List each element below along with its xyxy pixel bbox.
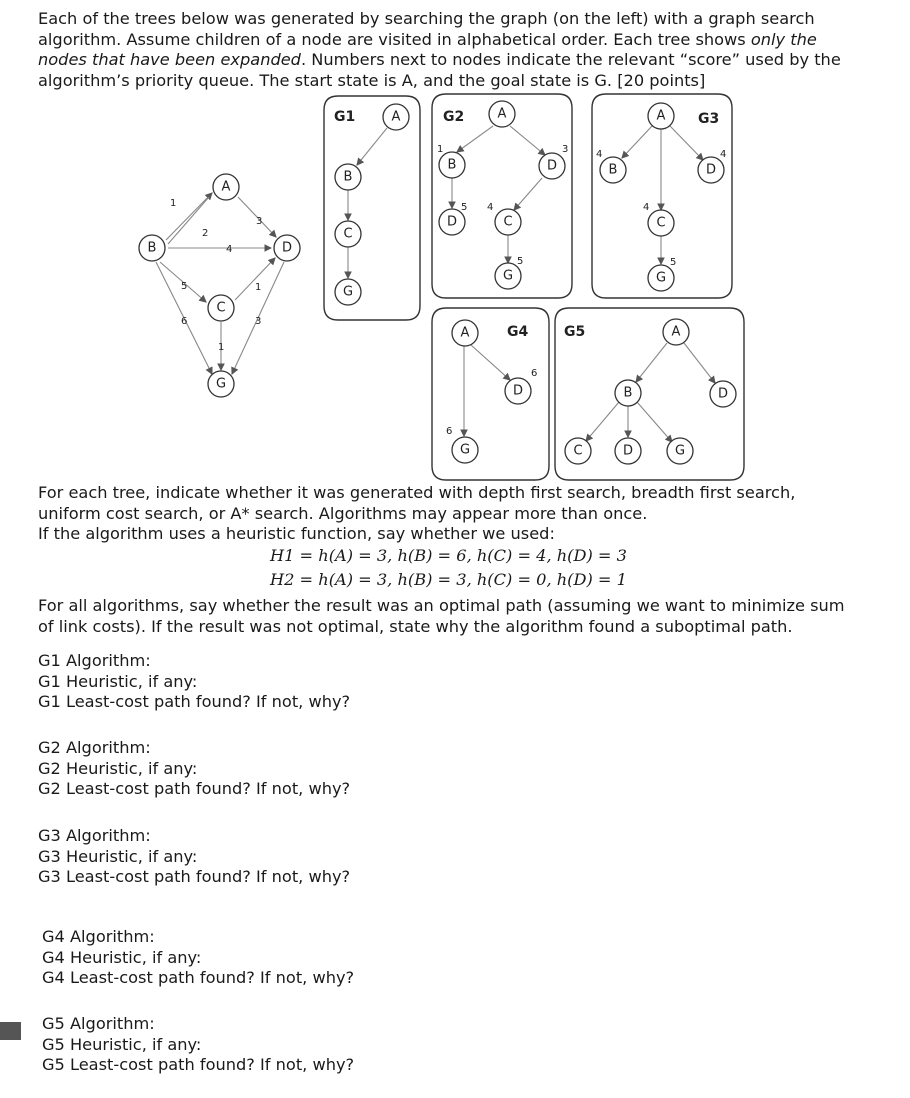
tree-edge xyxy=(636,343,667,382)
instructions-part1: For each tree, indicate whether it was generated with depth first search, breadth first search, uniform cost search, or A xyxy=(38,483,796,523)
tree-g5-title: G5 xyxy=(564,324,586,340)
svg-text:C: C xyxy=(503,214,513,230)
tree-score: 6 xyxy=(446,426,453,437)
g3-path-label: G3 Least-cost path found? If not, why? xyxy=(38,867,351,886)
svg-text:B: B xyxy=(447,157,457,173)
tree-node xyxy=(648,103,674,129)
tree-node xyxy=(335,164,361,190)
tree-g1-title: G1 xyxy=(334,109,356,125)
g3-algorithm-label: G3 Algorithm: xyxy=(38,826,151,845)
tree-node xyxy=(648,265,674,291)
tree-node xyxy=(489,101,515,127)
tree-node xyxy=(698,157,724,183)
svg-text:G: G xyxy=(674,443,686,459)
graph-node-a xyxy=(213,174,239,200)
tree-g1 xyxy=(324,96,420,320)
tree-score: 6 xyxy=(531,368,538,379)
graph-edge-label: 2 xyxy=(202,228,209,239)
tree-score: 5 xyxy=(670,257,677,268)
graph-edge-label: 1 xyxy=(218,342,225,353)
graph-node-b xyxy=(139,235,165,261)
svg-text:B: B xyxy=(623,385,633,401)
search-graph xyxy=(139,174,300,397)
tree-g4 xyxy=(432,308,549,480)
graph-edge-label: 3 xyxy=(256,216,263,227)
g4-heuristic-label: G4 Heuristic, if any: xyxy=(42,947,202,967)
tree-g4-title: G4 xyxy=(507,324,529,340)
g4-path-label: G4 Least-cost path found? If not, why? xyxy=(42,968,355,987)
question-block-g4 xyxy=(42,927,354,989)
tree-node xyxy=(600,157,626,183)
search-figure xyxy=(0,0,910,490)
svg-text:B: B xyxy=(343,169,353,185)
tree-score: 4 xyxy=(720,149,727,160)
svg-text:G: G xyxy=(655,270,667,286)
tree-edge xyxy=(670,126,703,160)
svg-text:A: A xyxy=(221,179,231,195)
tree-score: 5 xyxy=(461,202,468,213)
g4-algorithm-label: G4 Algorithm: xyxy=(42,927,155,946)
graph-edge-label: 1 xyxy=(170,198,177,209)
question-block-g3 xyxy=(38,826,350,888)
tree-node xyxy=(495,263,521,289)
svg-text:D: D xyxy=(546,158,558,174)
svg-text:A: A xyxy=(656,108,666,124)
graph-edge-label: 6 xyxy=(181,316,188,327)
a-star-marker: * xyxy=(241,503,250,523)
svg-text:A: A xyxy=(391,109,401,125)
tree-g5 xyxy=(555,308,744,480)
svg-text:D: D xyxy=(512,383,524,399)
question-block-g5 xyxy=(42,1014,354,1076)
graph-edge-label: 3 xyxy=(255,316,262,327)
graph-edge-label: 4 xyxy=(226,244,233,255)
question-block-g1 xyxy=(38,651,350,713)
svg-text:A: A xyxy=(497,106,507,122)
graph-edge-label: 1 xyxy=(255,282,262,293)
svg-text:D: D xyxy=(705,162,717,178)
tree-edge xyxy=(514,178,542,210)
g1-algorithm-label: G1 Algorithm: xyxy=(38,651,151,670)
g3-heuristic-label: G3 Heuristic, if any: xyxy=(38,846,198,866)
tree-edge xyxy=(586,402,619,441)
svg-text:G: G xyxy=(215,376,227,392)
tree-edge xyxy=(684,343,715,383)
tree-edge xyxy=(622,126,652,158)
tree-edge xyxy=(510,126,545,155)
tree-edge xyxy=(637,402,672,442)
svg-text:D: D xyxy=(717,386,729,402)
svg-text:G: G xyxy=(502,268,514,284)
g2-heuristic-label: G2 Heuristic, if any: xyxy=(38,758,198,778)
tree-node xyxy=(667,438,693,464)
instructions-paragraph xyxy=(38,483,858,545)
tree-score: 1 xyxy=(437,144,444,155)
question-block-g2 xyxy=(38,738,350,800)
svg-text:C: C xyxy=(216,300,226,316)
tree-node xyxy=(495,209,521,235)
g1-path-label: G1 Least-cost path found? If not, why? xyxy=(38,692,351,711)
tree-edge xyxy=(471,345,510,380)
svg-text:C: C xyxy=(343,226,353,242)
svg-text:A: A xyxy=(460,325,470,341)
tree-node xyxy=(505,378,531,404)
heuristic-h2: H2 = h(A) = 3, h(B) = 3, h(C) = 0, h(D) = 1 xyxy=(270,570,627,589)
tree-node xyxy=(615,380,641,406)
tree-score: 3 xyxy=(562,144,569,155)
graph-node-c xyxy=(208,295,234,321)
tree-node xyxy=(439,209,465,235)
tree-score: 4 xyxy=(596,149,603,160)
tree-node xyxy=(663,319,689,345)
tree-node xyxy=(335,221,361,247)
heuristic-h1: H1 = h(A) = 3, h(B) = 6, h(C) = 4, h(D) = 3 xyxy=(270,546,627,565)
tree-g2-title: G2 xyxy=(443,109,465,125)
tree-node xyxy=(383,104,409,130)
svg-text:A: A xyxy=(671,324,681,340)
tree-node xyxy=(648,210,674,236)
tree-g4-frame xyxy=(432,308,549,480)
svg-text:G: G xyxy=(459,442,471,458)
tree-score: 4 xyxy=(487,202,494,213)
g5-path-label: G5 Least-cost path found? If not, why? xyxy=(42,1055,355,1074)
instructions-part2: search. Algorithms may appear more than once. xyxy=(249,503,648,523)
g2-algorithm-label: G2 Algorithm: xyxy=(38,738,151,757)
g5-algorithm-label: G5 Algorithm: xyxy=(42,1014,155,1033)
graph-edge-label: 5 xyxy=(181,281,188,292)
tree-node xyxy=(710,381,736,407)
g5-heuristic-label: G5 Heuristic, if any: xyxy=(42,1034,202,1054)
svg-text:B: B xyxy=(147,240,157,256)
tree-node xyxy=(452,437,478,463)
tree-g2 xyxy=(432,94,572,298)
svg-text:C: C xyxy=(656,215,666,231)
svg-text:C: C xyxy=(573,443,583,459)
tree-edge xyxy=(357,128,387,165)
tree-node xyxy=(452,320,478,346)
tree-score: 5 xyxy=(517,256,524,267)
graph-node-g xyxy=(208,371,234,397)
g1-heuristic-label: G1 Heuristic, if any: xyxy=(38,671,198,691)
tree-node xyxy=(565,438,591,464)
graph-node-d xyxy=(274,235,300,261)
tree-g3-title: G3 xyxy=(698,111,720,127)
g2-path-label: G2 Least-cost path found? If not, why? xyxy=(38,779,351,798)
tree-edge xyxy=(457,126,493,152)
tree-node xyxy=(439,152,465,178)
optimal-note: For all algorithms, say whether the result was an optimal path (assuming we want to minimize sum of link costs). If the result was not optimal, state why the algorithm found a suboptimal path. xyxy=(38,596,845,636)
svg-text:G: G xyxy=(342,284,354,300)
intro-part2: . Numbers next to nodes indicate the relevant “score” used by the algorithm’s priority queue. The start state is A, and the goal state is G. [20 points] xyxy=(38,50,841,90)
svg-text:D: D xyxy=(622,443,634,459)
tree-node xyxy=(539,153,565,179)
intro-part1: Each of the trees below was generated by searching the graph (on the left) with a graph search algorithm. Assume children of a node are visited in alphabetical order. Each tree shows xyxy=(38,9,815,49)
tree-g3 xyxy=(592,94,732,298)
svg-text:B: B xyxy=(608,162,618,178)
intro-emphasis: only the nodes that have been expanded xyxy=(38,29,817,69)
svg-text:D: D xyxy=(446,214,458,230)
svg-text:D: D xyxy=(281,240,293,256)
instructions-line2: If the algorithm uses a heuristic function, say whether we used: xyxy=(38,524,555,543)
tree-score: 4 xyxy=(643,202,650,213)
tree-node xyxy=(615,438,641,464)
edge-marker xyxy=(0,1022,21,1040)
tree-node xyxy=(335,279,361,305)
